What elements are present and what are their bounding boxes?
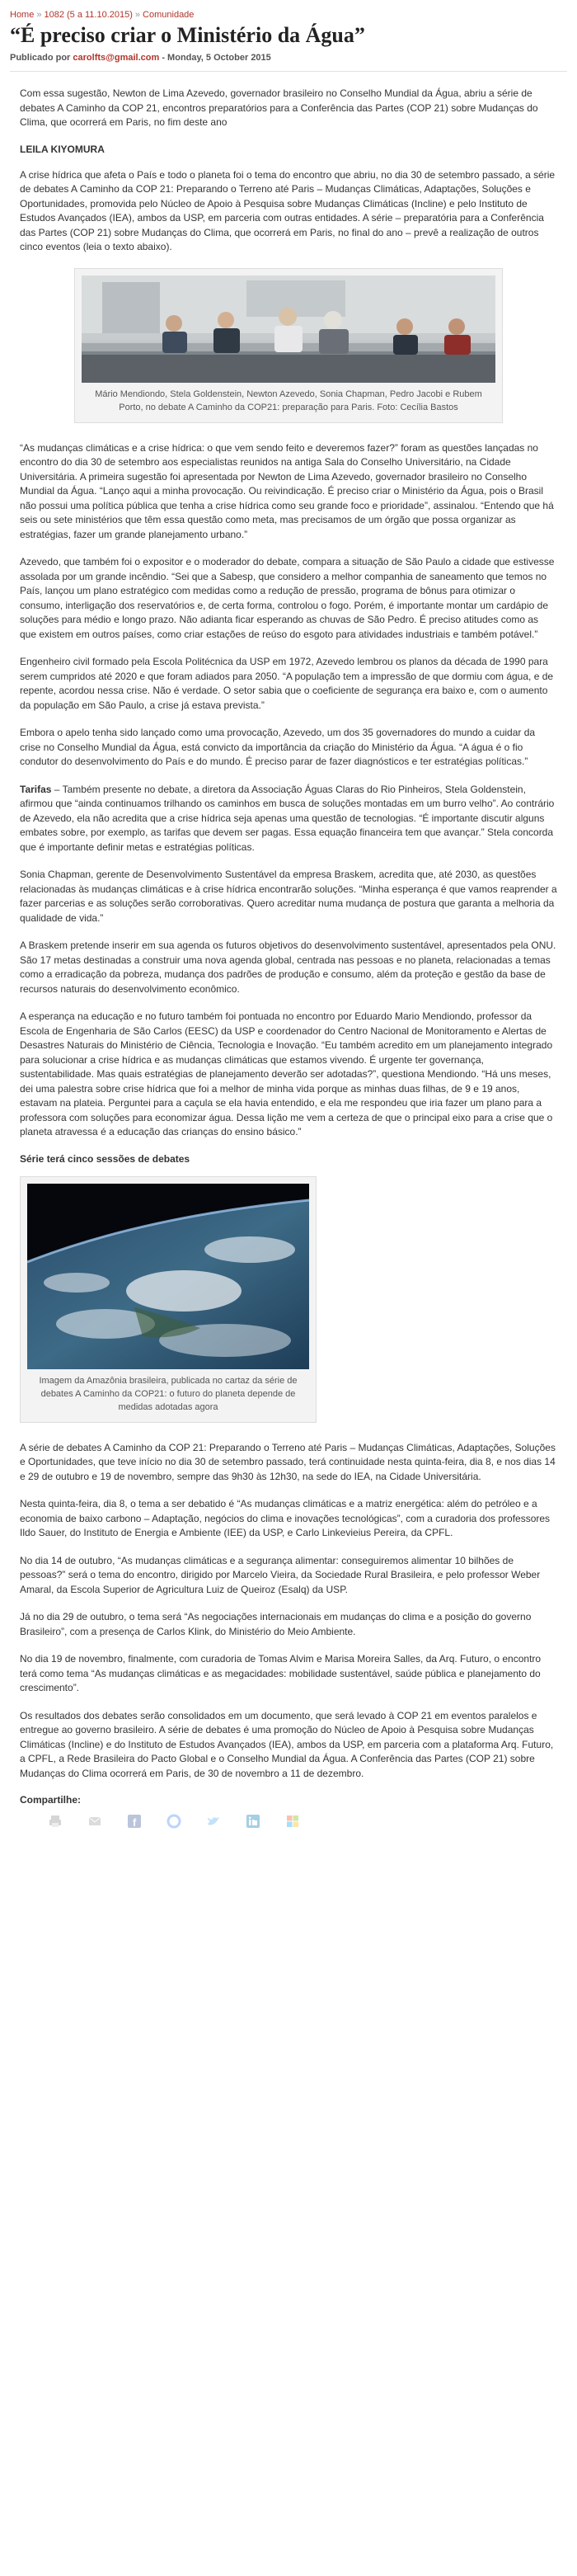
paragraph: No dia 14 de outubro, “As mudanças climáticas e a segurança alimentar: conseguiremos alimentar 10 bilhões de pessoas?” será o tema do encontro, dirigido por Marcelo Vieira, da Sociedade Rural Brasileira, e pelo professor Weber Amaral, da Escola Superior de Agricultura Luiz de Queiroz (Esalq) da USP.	[20, 1554, 541, 1595]
figure-debate-panel	[74, 268, 503, 423]
paragraph: A Braskem pretende inserir em sua agenda os futuros objetivos do desenvolvimento sustentável, apresentados pela ONU. São 17 metas destinadas a construir uma nova agenda global, centrada nas pessoas e no planeta, relacionadas a temas como a erradicação da pobreza, mudança dos padrões de produção e consumo, além da proteção e gestão da base de recursos naturais do desenvolvimento econômico.	[20, 940, 556, 995]
author-link[interactable]: carolfts@gmail.com	[73, 53, 160, 63]
breadcrumb-section[interactable]: Comunidade	[143, 10, 195, 20]
windows-live-icon[interactable]	[285, 1814, 300, 1829]
writer-name: LEILA KIYOMURA	[20, 143, 105, 155]
publish-date: - Monday, 5 October 2015	[159, 53, 271, 63]
paragraph: “As mudanças climáticas e a crise hídrica: o que vem sendo feito e deveremos fazer?” foram as questões lançadas no encontro do dia 30 de setembro aos especialistas reunidos na antiga Sala do Conselho Universitário, na Cidade Universitária. A primeira sugestão foi apresentada por Newton de Lima Azevedo, governador brasileiro no Conselho Mundial da Água. “Lanço aqui a minha provocação. Ou reivindicação. É preciso criar o Ministério da Água, pois o Brasil não possui uma política pública que tenha a crise hídrica como seu grande foco e prioridade”, assinalou. “Entendo que há seis ou sete ministérios que têm essa questão como meta, mas precisamos de um órgão que possa organizar as estratégias, fazer um grande planejamento urbano.”	[20, 441, 554, 540]
lead-paragraph: Com essa sugestão, Newton de Lima Azevedo, governador brasileiro no Conselho Mundial da Água, abriu a série de debates A Caminho da COP 21, encontros preparatórios para a Conferência das Partes (COP 21) sobre Mudanças do Clima, que ocorrerá em Paris, no fim deste ano	[20, 87, 538, 128]
debate-panel-photo	[82, 275, 495, 383]
paragraph: Embora o apelo tenha sido lançado como uma provocação, Azevedo, um dos 35 governadores do mundo a cuidar da crise no Conselho Mundial da Água, está convicto da importância da criação do Ministério da Água. “A água é o fio condutor do desenvolvimento do País e do mundo. É preciso parar de fazer diagnósticos e ter estratégias políticas.”	[20, 727, 536, 767]
print-icon[interactable]	[48, 1814, 63, 1829]
page-title: “É preciso criar o Ministério da Água”	[10, 23, 365, 47]
paragraph: No dia 19 de novembro, finalmente, com curadoria de Tomas Alvim e Marisa Moreira Salles, da Arq. Futuro, o encontro terá como tema “As mudanças climáticas e as megacidades: mobilidade sustentável, saúde pública e planejamento do crescimento”.	[20, 1653, 542, 1693]
paragraph: Sonia Chapman, gerente de Desenvolvimento Sustentável da empresa Braskem, acredita que, até 2030, as questões relacionadas às mudanças climáticas e à crise hídrica encontrarão soluções. “Minha esperança é que vamos reaprender a fazer parcerias e as soluções serão corroborativas. Quero acreditar numa mudança de postura que garanta a melhoria da qualidade de vida.”	[20, 869, 557, 924]
paragraph	[20, 783, 557, 855]
inline-subhead: Tarifas	[20, 783, 52, 795]
breadcrumb-issue[interactable]: 1082 (5 a 11.10.2015)	[44, 10, 133, 20]
divider	[10, 71, 567, 72]
debate-panel-illustration	[82, 275, 495, 383]
earth-from-space-illustration	[27, 1184, 309, 1369]
breadcrumb	[10, 10, 567, 20]
article-body	[10, 87, 567, 1829]
paragraph: Os resultados dos debates serão consolidados em um documento, que será levado à COP 21 em eventos paralelos e entregue ao governo brasileiro. A série de debates é uma promoção do Núcleo de Apoio à Pesquisa sobre Mudanças Climáticas (Incline) e do Instituto de Estudos Avançados (IEA), ambos da USP, em parceria com a plataforma Arq. Futuro, a CPFL, a Rede Brasileira do Pacto Global e o Conselho Mundial da Água. A Conferência das Partes (COP 21) sobre Mudanças do Clima ocorrerá em Paris, de 30 de novembro a 11 de dezembro.	[20, 1709, 554, 1779]
figure-caption: Imagem da Amazônia brasileira, publicada no cartaz da série de debates A Caminho da COP21: o futuro do planeta depende de medidas adotadas agora	[39, 1375, 298, 1412]
breadcrumb-home[interactable]: Home	[10, 10, 35, 20]
paragraph: Nesta quinta-feira, dia 8, o tema a ser debatido é “As mudanças climáticas e a matriz energética: além do petróleo e a economia de baixo carbono – Adaptação, negócios do clima e inovações tecnológicas”, com a curadoria dos professores Ildo Sauer, do Instituto de Energia e Ambiente (IEE) da USP, e Carlo Linkevieius Pereira, da CPFL.	[20, 1498, 551, 1538]
linkedin-icon[interactable]	[246, 1814, 260, 1829]
breadcrumb-separator: »	[134, 10, 141, 20]
paragraph: A crise hídrica que afeta o País e todo o planeta foi o tema do encontro que abriu, no dia 30 de setembro passado, a série de debates A Caminho da COP 21: Preparando o Terreno até Paris – Mudanças Climáticas, Adaptações, Soluções e Oportunidades, promovida pelo Núcleo de Apoio à Pesquisa sobre Mudanças Climáticas (Incline) e pelo Instituto de Estudos Avançados (IEA), ambos da USP, em parceria com outras entidades. A série – preparatória para a Conferência das Partes (COP 21) sobre Mudanças do Clima, que ocorrerá em Paris, no final do ano – prevê a realização de outros cinco eventos (leia o texto abaixo).	[20, 168, 556, 252]
paragraph: Azevedo, que também foi o expositor e o moderador do debate, compara a situação de São Paulo a cidade que estivesse assolada por um grande incêndio. “Sei que a Sabesp, que considero a melhor companhia de saneamento que temos no País, lançou um plano estratégico com medidas como a redução de pressão, programa de bônus para otimizar o consumo, interligação dos reservatórios e, de certa forma, controlou o fogo. Porém, é importante montar um cardápio de soluções para médio e longo prazo. Não adianta ficar esperando as chuvas de São Pedro. É preciso atitudes como as que existem em outros países, como criar estações de reúso do esgoto para atividades industriais e também potável.”	[20, 556, 555, 640]
amazon-earth-photo	[27, 1184, 309, 1369]
svg-text:f: f	[133, 1816, 137, 1829]
paragraph-text: – Também presente no debate, a diretora da Associação Águas Claras do Rio Pinheiros, Stela Goldenstein, afirmou que “ainda continuamos trilhando os caminhos em busca de soluções montadas em um burro velho”. Ao contrário de Azevedo, ela não acredita que a crise hídrica seja apenas uma questão de tecnologias. “É importante discutir alguns embates sobre, por exemplo, as tarifas que devem ser pagas. Essa equação financeira tem que avançar.” Stela concorda que é importante definir metas e estratégias políticas.	[20, 783, 555, 853]
google-icon[interactable]	[167, 1814, 181, 1829]
twitter-icon[interactable]	[206, 1814, 221, 1829]
figure-caption: Mário Mendiondo, Stela Goldenstein, Newton Azevedo, Sonia Chapman, Pedro Jacobi e Rubem Porto, no debate A Caminho da COP21: preparação para Paris. Foto: Cecília Bastos	[95, 389, 482, 412]
share-label: Compartilhe:	[20, 1794, 82, 1806]
paragraph: A esperança na educação e no futuro também foi pontuada no encontro por Eduardo Mario Mendiondo, professor da Escola de Engenharia de São Carlos (EESC) da USP e coordenador do Centro Nacional de Monitoramento e Alertas de Desastres Naturais do Ministério de Ciência, Tecnologia e Inovação. “Eu também acredito em um planejamento integrado para solucionar a crise hídrica e as mudanças climáticas que estamos vivendo. É urgente ter governança, sustentabilidade. Mas quais estratégias de planejamento deverão ser adotadas?”, questiona Mendiondo. “Há uns meses, dei uma palestra sobre crise hídrica que foi a melhor de minha vida porque as minhas duas filhas, de 9 e 19 anos, estavam na plateia. Perguntei para a caçula se ela havia entendido, e ela me respondeu que iria fazer um plano para a professora com soluções para economizar água. Dessa lição me vem a certeza de que o principal eixo para a crise que o planeta atravessa é a educação das crianças do ensino básico.”	[20, 1010, 553, 1137]
paragraph: Já no dia 29 de outubro, o tema será “As negociações internacionais em mudanças do clima e a posição do governo Brasileiro”, com a presença de Carlos Klink, do Ministério do Meio Ambiente.	[20, 1611, 532, 1637]
share-bar	[20, 1814, 399, 1829]
figure-amazon	[20, 1176, 317, 1423]
paragraph: Engenheiro civil formado pela Escola Politécnica da USP em 1972, Azevedo lembrou os planos da década de 1990 para serem cumpridos até 2020 e que foram adiados para 2050. “A população tem a impressão de que dormiu com água, e de repente, acordou nessa crise. Não é verdade. O setor sabia que o coeficiente de segurança era baixo e, com o aumento da população em São Paulo, a crise já estava prevista.”	[20, 656, 554, 711]
byline-prefix: Publicado por	[10, 53, 71, 63]
section-heading: Série terá cinco sessões de debates	[20, 1152, 190, 1165]
breadcrumb-separator: »	[36, 10, 42, 20]
email-icon[interactable]	[87, 1814, 102, 1829]
facebook-icon[interactable]	[127, 1814, 142, 1829]
paragraph: A série de debates A Caminho da COP 21: Preparando o Terreno até Paris – Mudanças Climáticas, Adaptações, Soluções e Oportunidades, que teve início no dia 30 de setembro passado, terá continuidade nesta quinta-feira, dia 8, e nos dias 14 e 29 de outubro e 19 de novembro, sempre das 9h30 às 12h30, na sede do IEA, na Cidade Universitária.	[20, 1441, 556, 1482]
byline	[10, 53, 567, 63]
